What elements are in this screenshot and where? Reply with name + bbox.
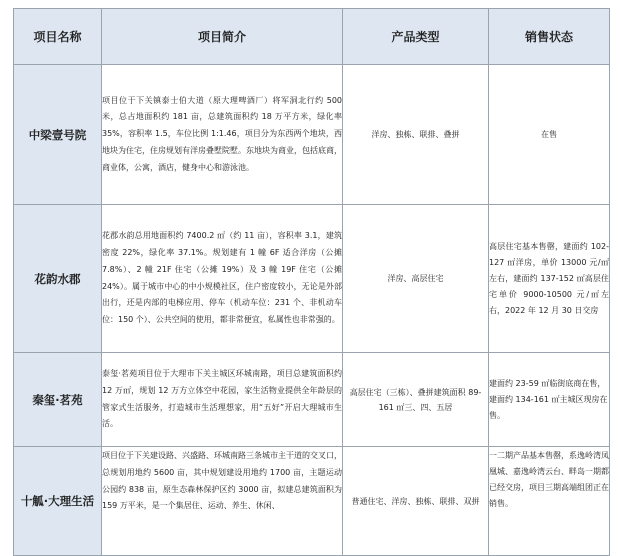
project-intro: 项目位于下关镇泰士伯大道（原大理啤酒厂）将军洞北行约 500 米，总占地面积约 181 亩，总建筑面积约 18 万平方米，绿化率 35%，容积率 1.5，车位比例 1:1.46，项目分为东西两个地块，西地块为住宅，住房规划有洋房叠墅院墅。东地块为商业，包括底商，商业体，公寓，酒店，健身中心和游泳池。 bbox=[102, 65, 343, 205]
product-type: 普通住宅、洋房、独栋、联排、双拼 bbox=[343, 447, 489, 556]
project-intro: 泰玺·茗苑项目位于大理市下关主城区环城南路，项目总建筑面积约 12 万㎡，规划 12 万方立体空中花园，家生活物业提供全年龄层的管家式生活服务，打造城市生活理想家，用“五好”开启大理城市生活。 bbox=[102, 353, 343, 447]
header-project-name: 项目名称 bbox=[14, 9, 102, 65]
product-type: 洋房、独栋、联排、叠拼 bbox=[343, 65, 489, 205]
table-row bbox=[14, 447, 610, 556]
project-table bbox=[13, 8, 610, 556]
sales-status: 建面约 23-59 ㎡临街底商在售，建面约 134-161 ㎡主城区现房在售。 bbox=[489, 353, 610, 447]
sales-status: 一二期产品基本售罄，系逸岭湾凤凰城、嘉逸岭湾云台、畔岛一期都已经交房，项目三期高端组团正在销售。 bbox=[489, 447, 610, 556]
sales-status: 在售 bbox=[489, 65, 610, 205]
table-row bbox=[14, 205, 610, 353]
product-type: 高层住宅（三栋）、叠拼建筑面积 89-161 ㎡三、四、五居 bbox=[343, 353, 489, 447]
project-name: 中梁壹号院 bbox=[14, 65, 102, 205]
project-name: 秦玺·茗苑 bbox=[14, 353, 102, 447]
table-row bbox=[14, 353, 610, 447]
project-name: 花韵水郡 bbox=[14, 205, 102, 353]
project-intro: 花郡水韵总用地面积约 7400.2 ㎡（约 11 亩），容积率 3.1，建筑密度 22%，绿化率 37.1%。规划建有 1 幢 6F 适合洋房（公摊 7.8%）、2 幢 21F 住宅（公摊 19%）及 3 幢 19F 住宅（公摊 24%）。属于城市中心的中小规模社区，住户密度较小，无论是外部出行，还是内部的电梯应用、停车（机动车位：231 个、非机动车位：150 个）、公共空间的使用，都非常便宜，私属性也非常强的。 bbox=[102, 205, 343, 353]
header-sales-status: 销售状态 bbox=[489, 9, 610, 65]
project-intro: 项目位于下关建设路、兴盛路、环城南路三条城市主干道的交叉口，总规划用地约 5600 亩，其中规划建设用地约 1700 亩，主题运动公园约 838 亩，原生态森林保护区约 3000 亩，拟建总建筑面积为 159 万平米，是一个集居住、运动、养生、休闲、 bbox=[102, 447, 343, 556]
header-row bbox=[14, 9, 610, 65]
header-product-type: 产品类型 bbox=[343, 9, 489, 65]
sales-status: 高层住宅基本售罄，建面约 102-127 ㎡洋房，单价 13000 元/㎡左右，建面约 137-152 ㎡高层住宅单价 9000-10500 元/㎡左右，2022 年 12 月 30 日交房 bbox=[489, 205, 610, 353]
project-name: 十觚·大理生活 bbox=[14, 447, 102, 556]
product-type: 洋房、高层住宅 bbox=[343, 205, 489, 353]
table-row bbox=[14, 65, 610, 205]
header-project-intro: 项目简介 bbox=[102, 9, 343, 65]
